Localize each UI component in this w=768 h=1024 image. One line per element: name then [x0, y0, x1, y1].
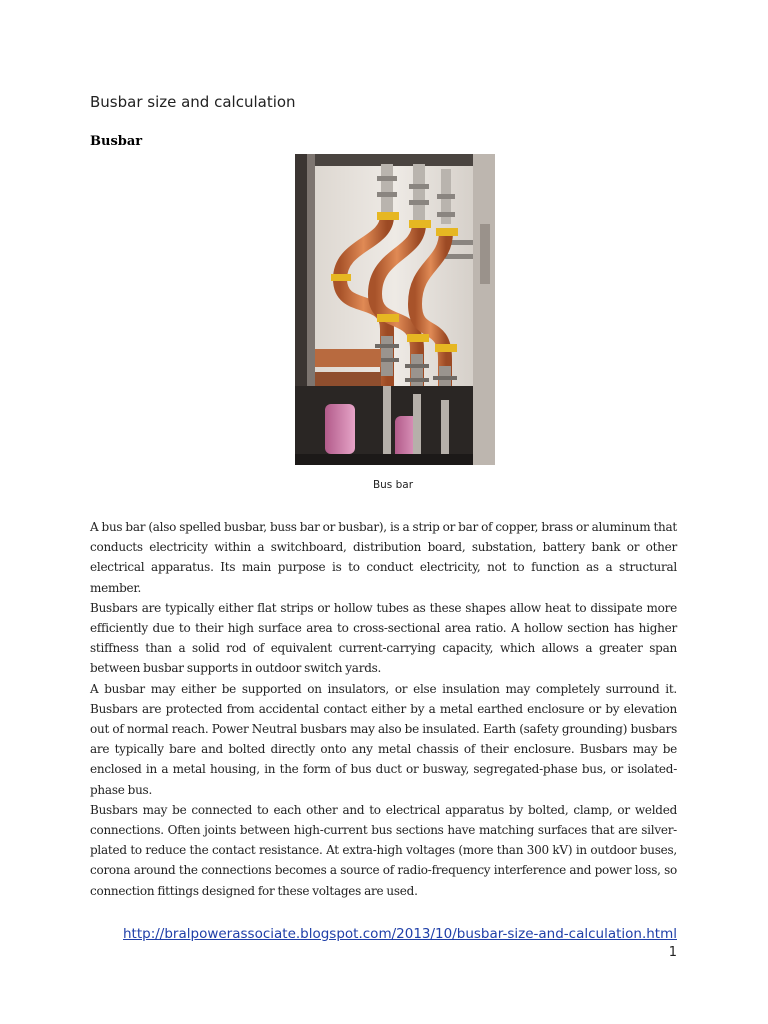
paragraph: A busbar may either be supported on insulators, or else insulation may completely surround it. Busbars are protected from accidental contact either by a metal earthed enclosure or by elevation out of normal reach. Power Neutral busbars may also be insulated. Earth (safety grounding) busbars are typically bare and bolted directly onto any metal chassis of their enclosure. Busbars may be enclosed in a metal housing, in the form of bus duct or busway, segregated-phase bus, or isolated-phase bus.	[90, 681, 677, 797]
page-number: 1	[668, 945, 677, 960]
figure-caption: Bus bar	[372, 479, 414, 491]
document-title: Busbar size and calculation	[90, 93, 296, 111]
paragraph: Busbars may be connected to each other and to electrical apparatus by bolted, clamp, or welded connections. Often joints between high-current bus sections have matching surfaces that are silver-plated to reduce the contact resistance. At extra-high voltages (more than 300 kV) in outdoor buses, corona around the connections becomes a source of radio-frequency interference and power loss, so connection fittings designed for these voltages are used.	[90, 802, 677, 898]
paragraph: Busbars are typically either flat strips or hollow tubes as these shapes allow heat to dissipate more efficiently due to their high surface area to cross-sectional area ratio. A hollow section has higher stiffness than a solid rod of equivalent current-carrying capacity, which allows a greater span between busbar supports in outdoor switch yards.	[90, 600, 677, 676]
busbar-photo	[295, 154, 495, 465]
section-heading: Busbar	[90, 134, 143, 149]
body-text	[90, 517, 677, 901]
paragraph: A bus bar (also spelled busbar, buss bar or busbar), is a strip or bar of copper, brass or aluminum that conducts electricity within a switchboard, distribution board, substation, battery bank or other electrical apparatus. Its main purpose is to conduct electricity, not to function as a structural member.	[90, 520, 677, 595]
source-link[interactable]: http://bralpowerassociate.blogspot.com/2013/10/busbar-size-and-calculation.html	[123, 926, 677, 942]
